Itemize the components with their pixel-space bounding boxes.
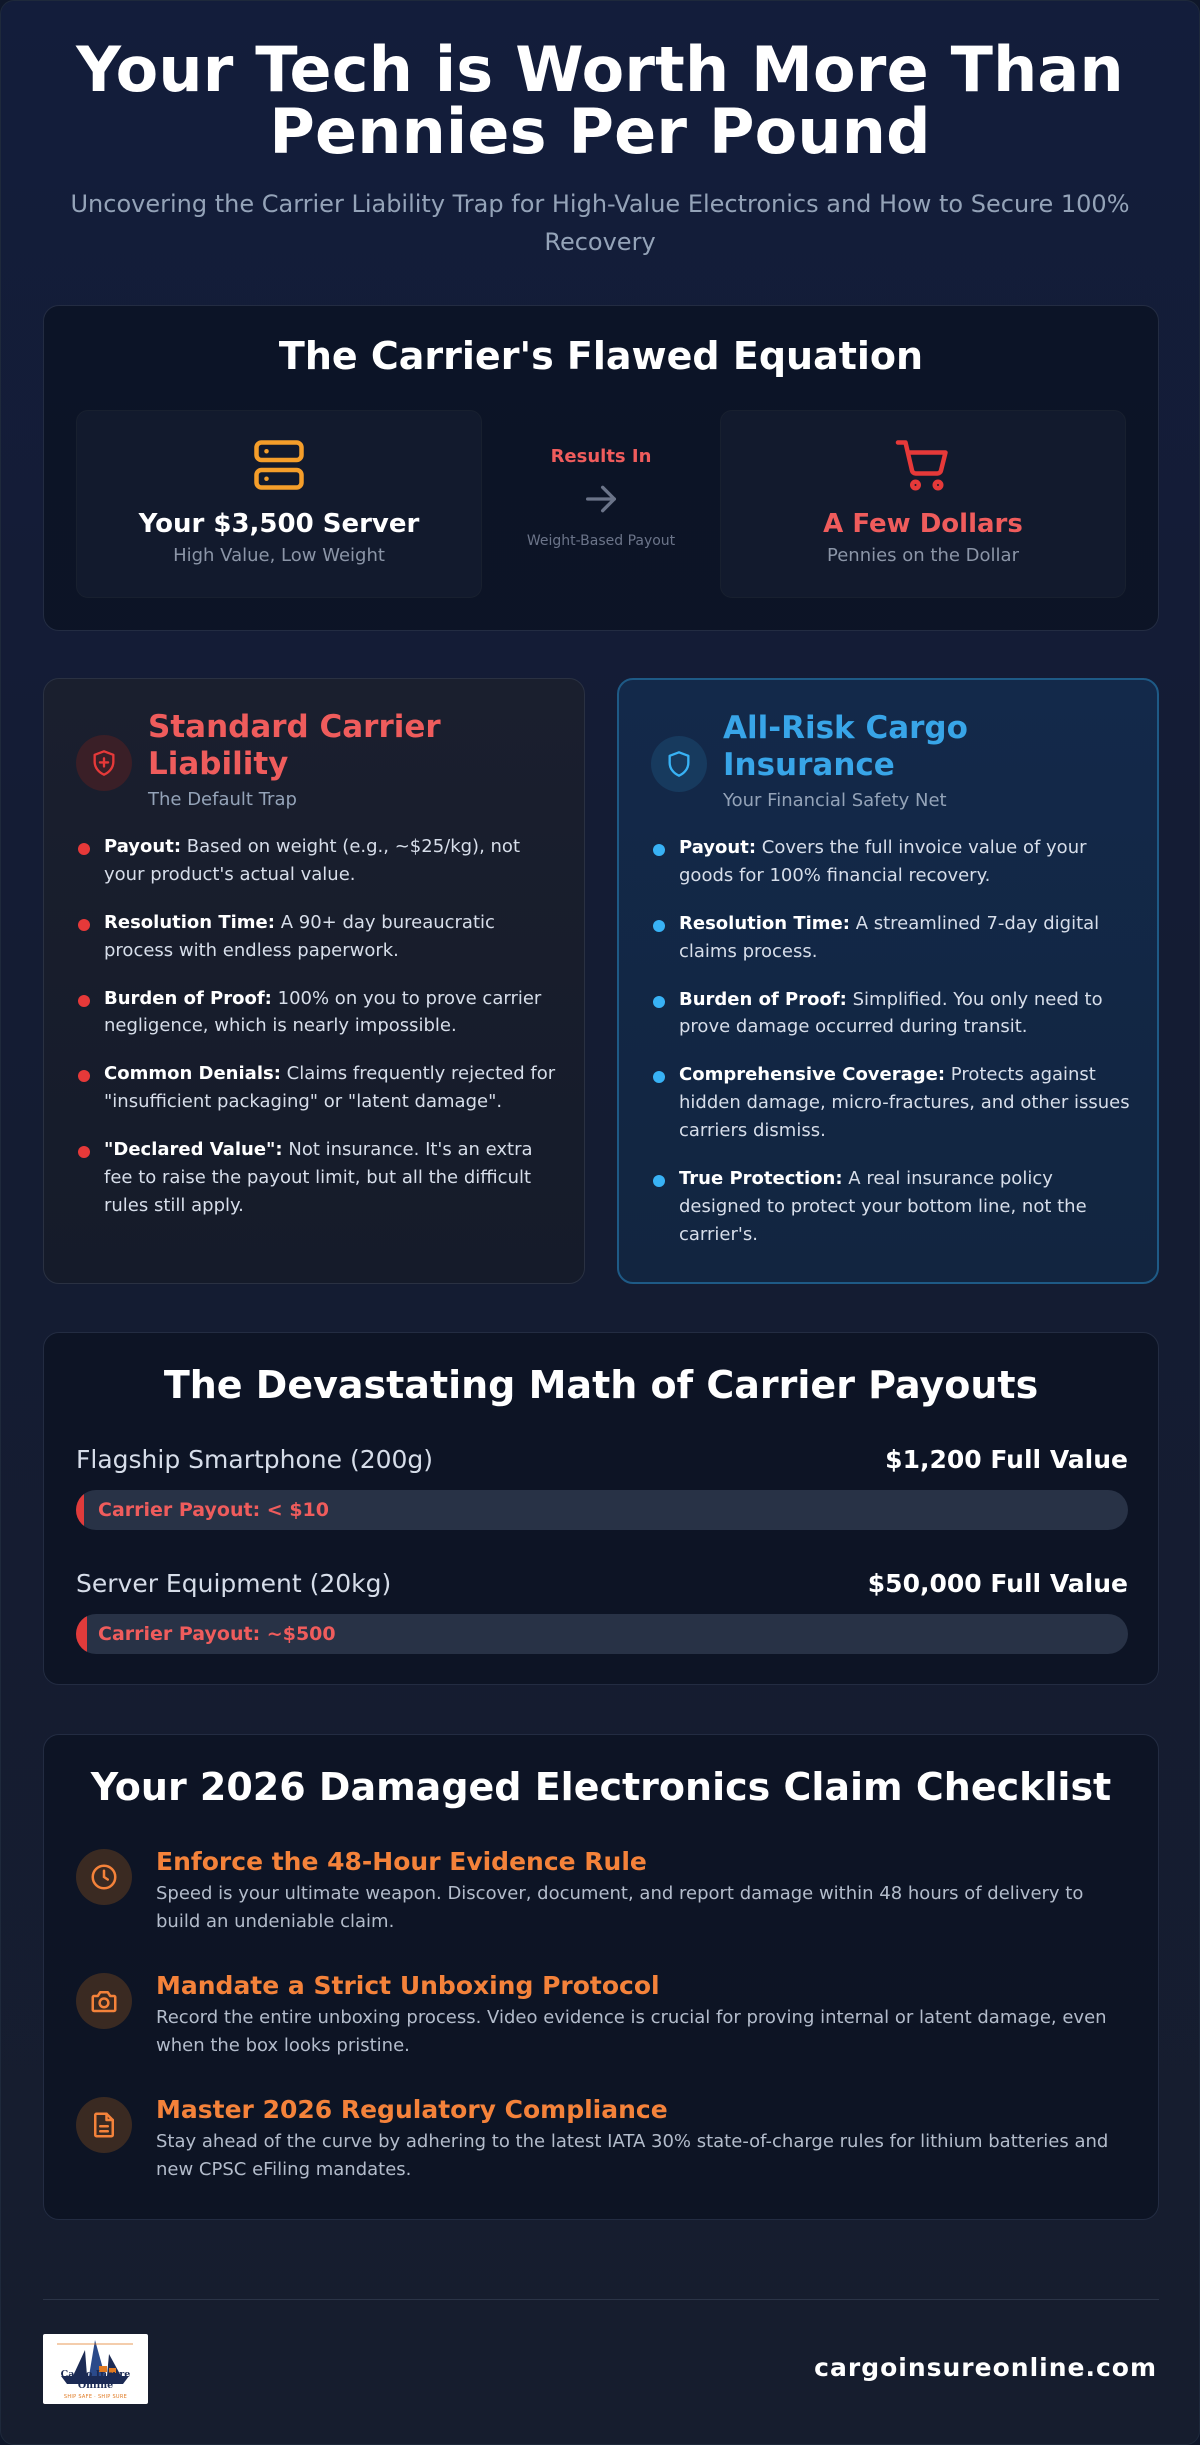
bullet-label: Payout: <box>104 836 182 857</box>
bullet-label: "Declared Value": <box>104 1139 283 1161</box>
list-item <box>76 985 556 1041</box>
title-line-1: Your Tech is Worth More Than <box>76 33 1124 106</box>
logo-wordmark: Cargo Insure Online <box>60 2369 131 2391</box>
checklist-item-desc: Stay ahead of the curve by adhering to the latest IATA 30% state-of-charge rules for lithium batteries and new CPSC eFiling mandates. <box>156 2131 1109 2180</box>
bullet-text: Not insurance. It's an extra fee to raise the payout limit, but all the difficult rules still apply. <box>104 1139 533 1216</box>
list-item <box>651 1061 1131 1145</box>
bullet-text: Covers the full invoice value of your goods for 100% financial recovery. <box>679 837 1087 886</box>
shield-plus-icon <box>90 749 118 777</box>
standard-liability-panel <box>43 678 585 1284</box>
footer-divider <box>43 2299 1159 2300</box>
bullet-text: A real insurance policy designed to protect your bottom line, not the carrier's. <box>679 1168 1087 1245</box>
claim-checklist-card <box>43 1734 1159 2220</box>
website-link[interactable]: cargoinsureonline.com <box>814 2353 1157 2382</box>
bullet-dot-icon <box>78 1070 90 1082</box>
item-full-value: $1,200 Full Value <box>885 1445 1128 1474</box>
payout-bar-label: Carrier Payout: ~$500 <box>98 1623 336 1645</box>
list-item <box>76 1136 556 1220</box>
equation-title: The Carrier's Flawed Equation <box>278 334 924 378</box>
standard-title: Standard Carrier Liability <box>148 709 441 783</box>
bullet-dot-icon <box>653 844 665 856</box>
page-subtitle: Uncovering the Carrier Liability Trap for High-Value Electronics and How to Secure 100% Recovery <box>70 190 1130 257</box>
bullet-label: Burden of Proof: <box>104 987 272 1009</box>
results-in-label: Results In <box>550 446 652 467</box>
checklist-item-desc: Speed is your ultimate weapon. Discover, document, and report damage within 48 hours of delivery to build an undeniable claim. <box>156 1883 1084 1932</box>
payout-bar-track <box>76 1614 1128 1654</box>
server-caption: High Value, Low Weight <box>173 545 385 566</box>
math-row-smartphone <box>76 1445 1128 1530</box>
bullet-dot-icon <box>653 920 665 932</box>
bullet-dot-icon <box>78 1146 90 1158</box>
bullet-text: 100% on you to prove carrier negligence, which is nearly impossible. <box>104 987 542 1037</box>
checklist-title: Your 2026 Damaged Electronics Claim Checklist <box>90 1765 1112 1809</box>
payout-bar-fill <box>76 1490 84 1530</box>
bullet-text: A 90+ day bureaucratic process with endless paperwork. <box>104 911 495 961</box>
clock-icon <box>89 1862 119 1892</box>
logo-tagline: SHIP SAFE · SHIP SURE <box>63 2394 128 2400</box>
cargo-insure-logo[interactable] <box>43 2334 148 2404</box>
list-item <box>651 986 1131 1042</box>
payout-bar-fill <box>76 1614 87 1654</box>
equation-card <box>43 305 1159 631</box>
bullet-label: True Protection: <box>679 1168 843 1190</box>
bullet-text: Protects against hidden damage, micro-fractures, and other issues carriers dismiss. <box>679 1064 1130 1142</box>
payout-note: Weight-Based Payout <box>526 533 676 549</box>
standard-subtitle: The Default Trap <box>148 789 297 811</box>
bullet-text: Simplified. You only need to prove damage occurred during transit. <box>679 988 1103 1038</box>
math-row-server <box>76 1569 1128 1654</box>
bullet-label: Resolution Time: <box>104 911 275 933</box>
list-item <box>651 834 1131 890</box>
checklist-item-title: Master 2026 Regulatory Compliance <box>156 2095 668 2124</box>
payout-bar-label: Carrier Payout: < $10 <box>98 1499 329 1521</box>
checklist-item-desc: Record the entire unboxing process. Video evidence is crucial for proving internal or latent damage, even when the box looks pristine. <box>156 2007 1107 2056</box>
bullet-label: Comprehensive Coverage: <box>679 1064 946 1086</box>
payout-value: A Few Dollars <box>823 509 1023 539</box>
all-risk-title: All-Risk Cargo Insurance <box>723 710 968 784</box>
bullet-dot-icon <box>653 1071 665 1083</box>
item-name: Flagship Smartphone (200g) <box>76 1445 434 1474</box>
list-item <box>76 833 556 889</box>
checklist-item-title: Enforce the 48-Hour Evidence Rule <box>156 1847 647 1876</box>
equation-left-box <box>76 410 482 598</box>
arrow-right-icon <box>581 479 621 519</box>
bullet-dot-icon <box>78 919 90 931</box>
all-risk-bullet-list <box>651 834 1131 1269</box>
list-item <box>651 910 1131 966</box>
item-full-value: $50,000 Full Value <box>867 1569 1128 1598</box>
bullet-dot-icon <box>653 996 665 1008</box>
header <box>1 1 1199 262</box>
bullet-label: Payout: <box>679 837 757 858</box>
standard-bullet-list <box>76 833 556 1240</box>
bullet-dot-icon <box>78 843 90 855</box>
checklist-item-title: Mandate a Strict Unboxing Protocol <box>156 1971 660 2000</box>
title-line-2: Pennies Per Pound <box>269 95 931 168</box>
server-icon <box>249 435 309 495</box>
bullet-label: Common Denials: <box>104 1063 281 1085</box>
equation-right-box <box>720 410 1126 598</box>
bullet-label: Resolution Time: <box>679 912 850 934</box>
bullet-dot-icon <box>653 1175 665 1187</box>
bullet-text: Based on weight (e.g., ~$25/kg), not your product's actual value. <box>104 836 521 885</box>
all-risk-subtitle: Your Financial Safety Net <box>723 790 947 812</box>
camera-icon <box>89 1986 119 2016</box>
list-item <box>76 909 556 965</box>
server-value: Your $3,500 Server <box>138 509 420 539</box>
bullet-text: Claims frequently rejected for "insufficient packaging" or "latent damage". <box>104 1063 556 1113</box>
equation-middle <box>482 446 720 549</box>
math-title: The Devastating Math of Carrier Payouts <box>163 1363 1039 1407</box>
payout-math-card <box>43 1332 1159 1685</box>
payout-caption: Pennies on the Dollar <box>827 545 1019 566</box>
list-item <box>76 1060 556 1116</box>
shopping-cart-icon <box>893 435 953 495</box>
page-title <box>1 33 1199 168</box>
bullet-dot-icon <box>78 995 90 1007</box>
bullet-text: A streamlined 7-day digital claims process. <box>679 912 1100 962</box>
bullet-label: Burden of Proof: <box>679 988 847 1010</box>
all-risk-panel <box>617 678 1159 1284</box>
document-icon <box>89 2110 119 2140</box>
shield-icon <box>665 750 693 778</box>
item-name: Server Equipment (20kg) <box>76 1569 392 1598</box>
payout-bar-track <box>76 1490 1128 1530</box>
list-item <box>651 1165 1131 1249</box>
